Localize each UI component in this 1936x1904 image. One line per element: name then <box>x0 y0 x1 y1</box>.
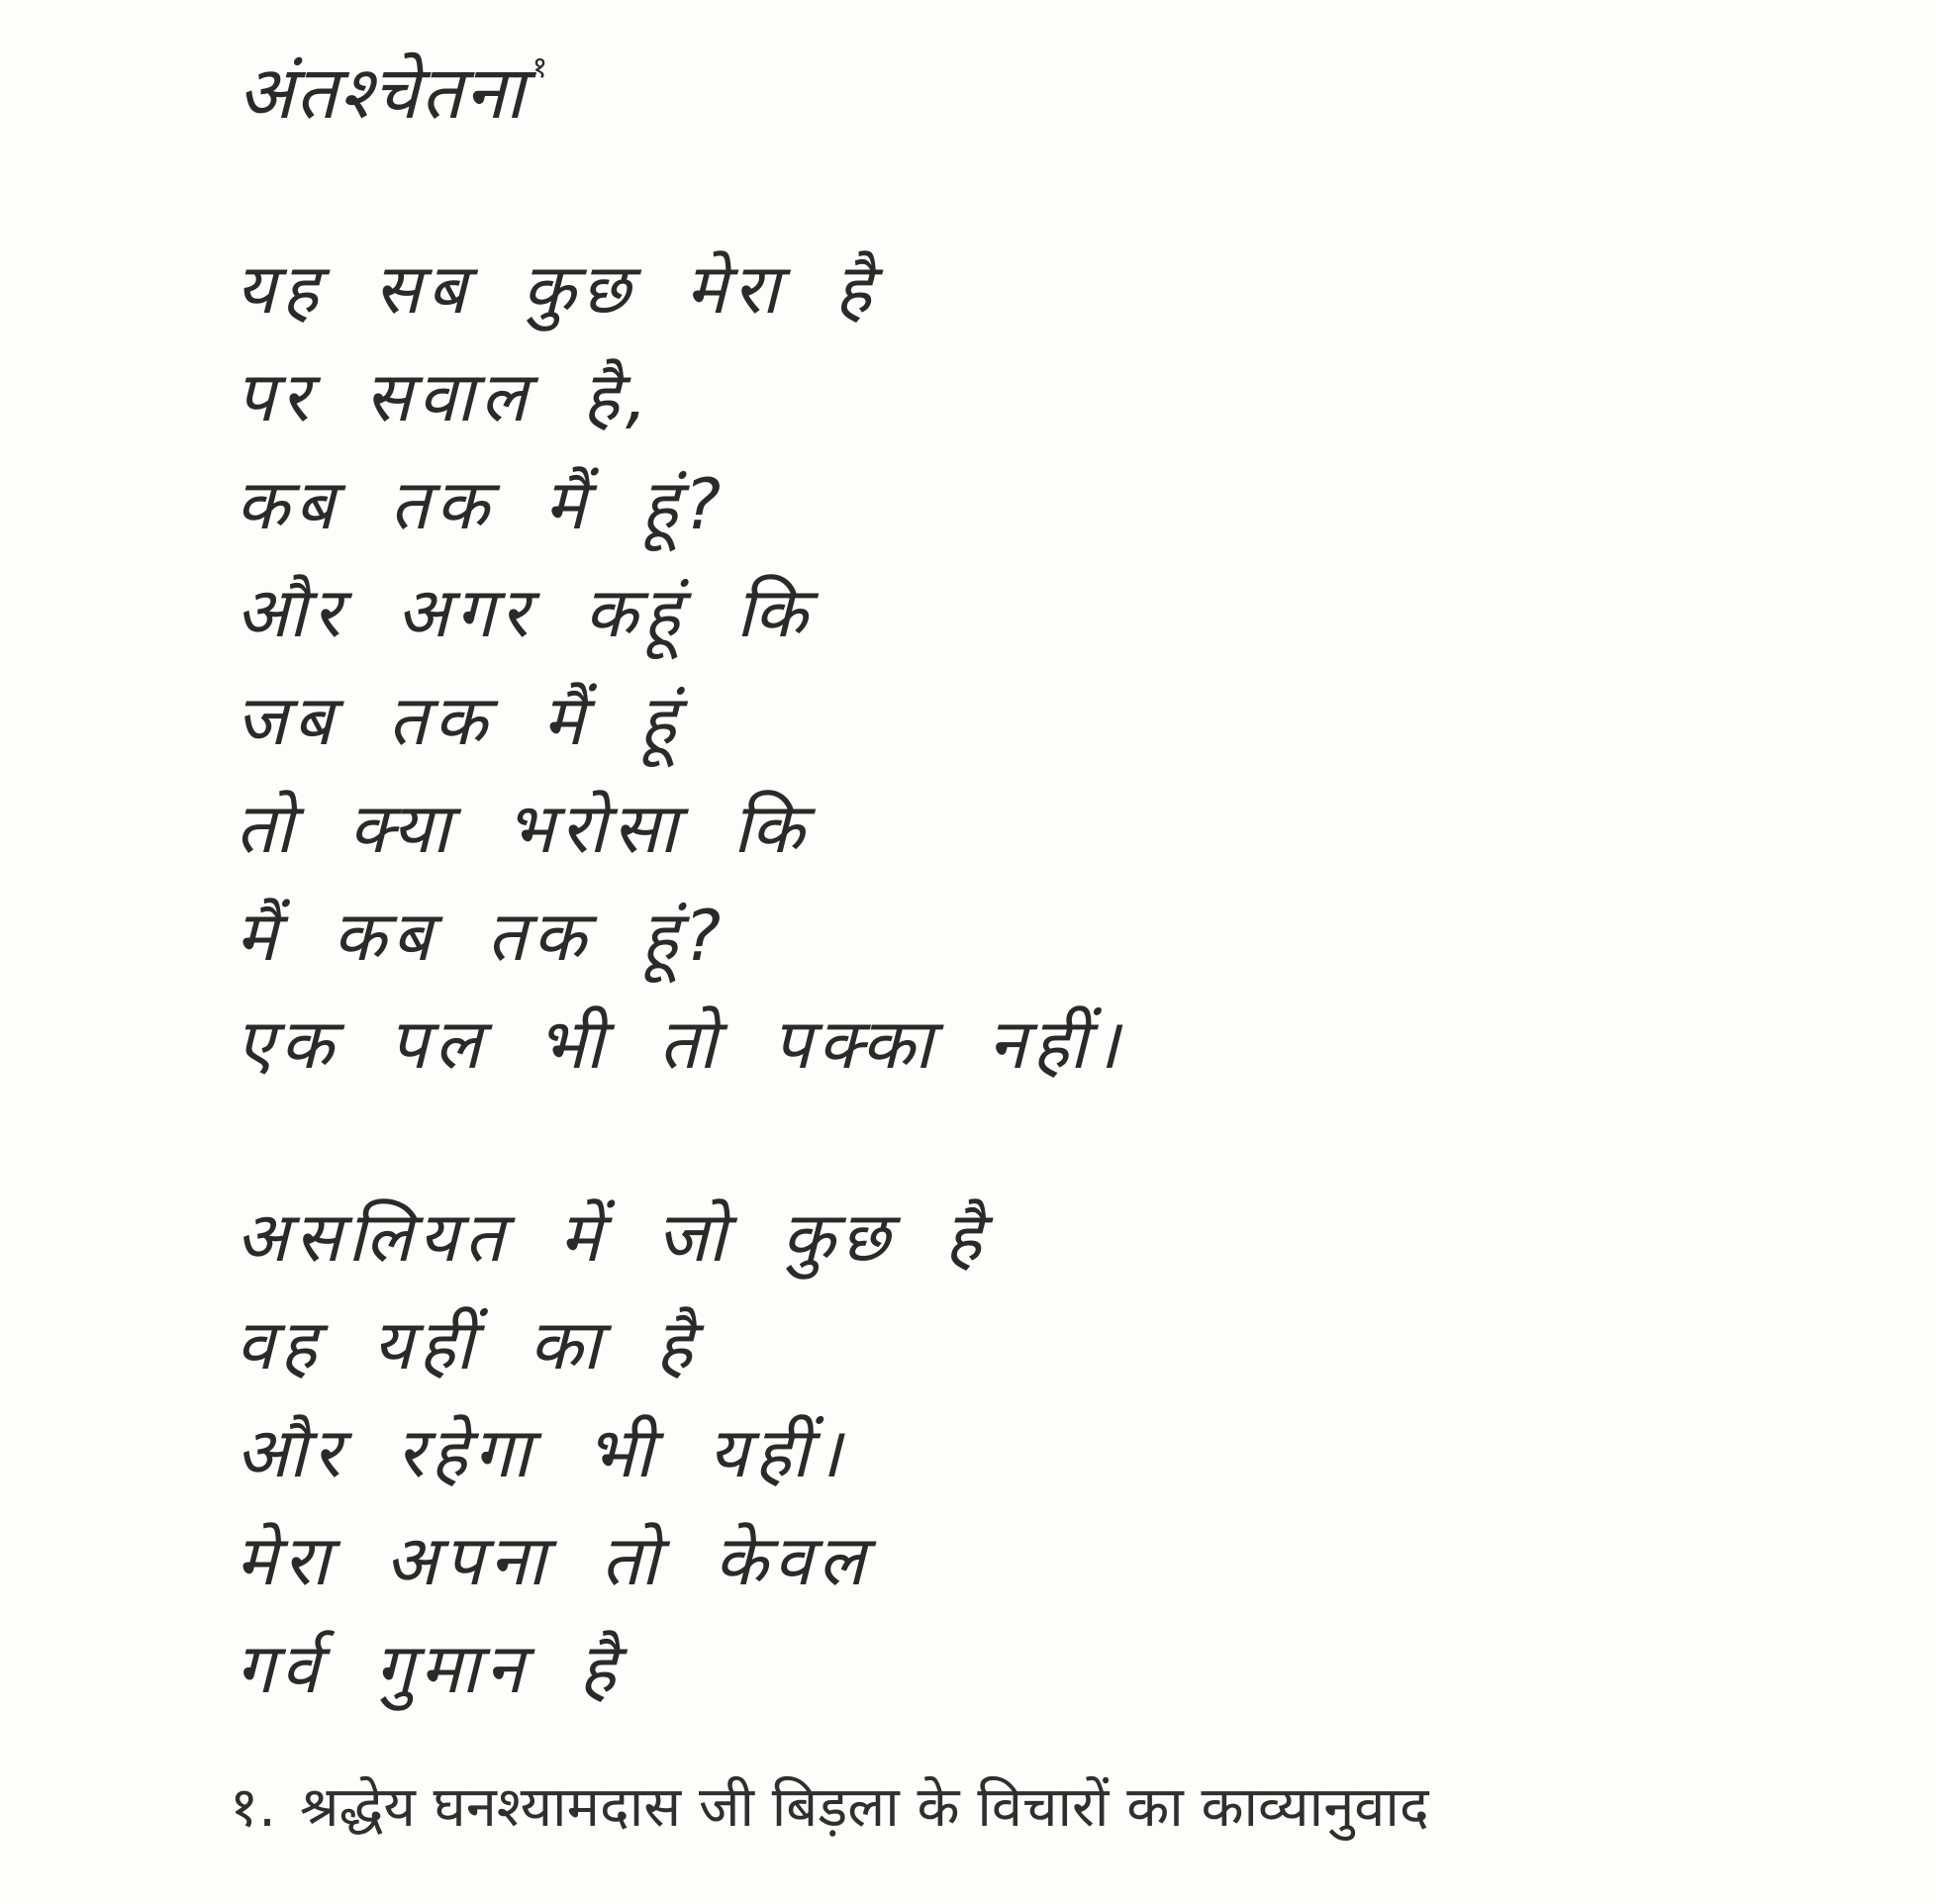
poem-title-text: अंतश्चेतना <box>238 50 527 136</box>
poem-line: गर्व गुमान है <box>236 1628 623 1709</box>
poem-line: एक पल भी तो पक्का नहीं। <box>236 1003 1125 1085</box>
poem-line: जब तक मैं हूं <box>236 680 683 761</box>
poem-line: असलियत में जो कुछ है <box>236 1196 988 1278</box>
footnote-marker: १. <box>230 1775 276 1840</box>
footnote <box>230 1767 1429 1843</box>
poem-title <box>238 40 549 140</box>
poem-line: यह सब कुछ मेरा है <box>236 248 878 330</box>
poem-line: और रहेगा भी यहीं। <box>236 1412 848 1493</box>
stanza-1 <box>236 236 1125 1098</box>
poem-line: मैं कब तक हूं? <box>236 896 727 977</box>
poem-line: वह यहीं का है <box>236 1304 699 1385</box>
poem-line: तो क्या भरोसा कि <box>236 788 811 869</box>
title-footnote-marker: १ <box>532 50 550 85</box>
poem-line: और अगर कहूं कि <box>236 572 814 653</box>
poem-line: मेरा अपना तो केवल <box>236 1520 871 1601</box>
footnote-text: श्रद्धेय घनश्यामदास जी बिड़ला के विचारों का काव्यानुवाद <box>299 1775 1429 1840</box>
poem-line: कब तक मैं हूं? <box>236 464 727 545</box>
poem-line: पर सवाल है, <box>236 356 654 437</box>
stanza-2 <box>236 1184 988 1723</box>
